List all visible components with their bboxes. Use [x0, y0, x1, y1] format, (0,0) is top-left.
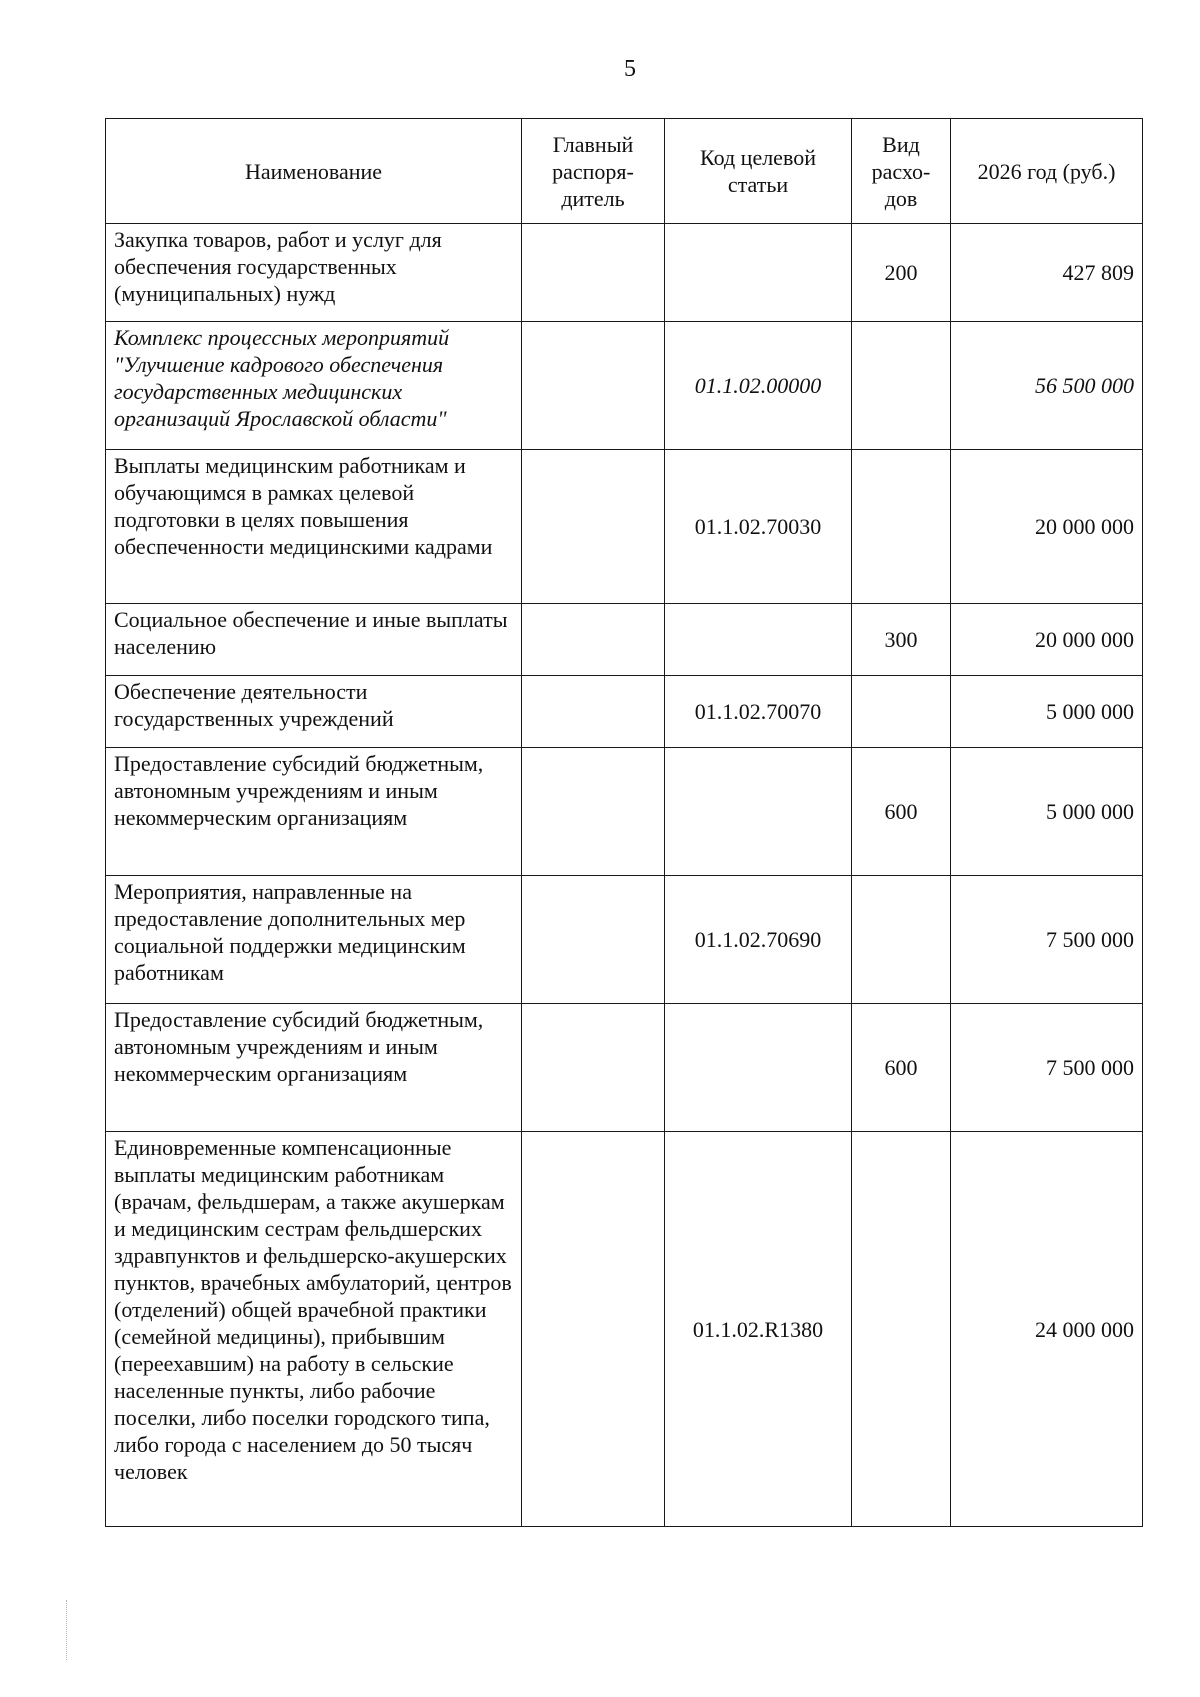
row-expense-type: 200	[852, 224, 951, 322]
row-target-code: 01.1.02.70030	[665, 450, 852, 604]
row-target-code: 01.1.02.70070	[665, 676, 852, 748]
table-header-row	[106, 119, 1143, 224]
row-amount: 7 500 000	[951, 1004, 1143, 1132]
table-row	[106, 1132, 1143, 1527]
page-number: 5	[624, 56, 636, 82]
row-target-code: 01.1.02.70690	[665, 876, 852, 1004]
table-row	[106, 1004, 1143, 1132]
row-expense-type	[852, 1132, 951, 1527]
row-amount: 7 500 000	[951, 876, 1143, 1004]
row-amount: 56 500 000	[951, 322, 1143, 450]
row-name: Социальное обеспечение и иные выплаты населению	[106, 604, 522, 676]
row-main-manager	[522, 748, 665, 876]
row-amount: 427 809	[951, 224, 1143, 322]
row-main-manager	[522, 604, 665, 676]
row-expense-type: 600	[852, 748, 951, 876]
table-row	[106, 876, 1143, 1004]
table-row	[106, 748, 1143, 876]
table-row	[106, 450, 1143, 604]
row-expense-type	[852, 322, 951, 450]
row-expense-type: 300	[852, 604, 951, 676]
row-expense-type	[852, 676, 951, 748]
row-target-code	[665, 1004, 852, 1132]
header-expense-type: Вид расхо-дов	[852, 119, 951, 224]
row-name: Мероприятия, направленные на предоставление дополнительных мер социальной поддержки медицинским работникам	[106, 876, 522, 1004]
row-name: Закупка товаров, работ и услуг для обеспечения государственных (муниципальных) нужд	[106, 224, 522, 322]
row-main-manager	[522, 224, 665, 322]
row-name: Выплаты медицинским работникам и обучающимся в рамках целевой подготовки в целях повышения обеспеченности медицинскими кадрами	[106, 450, 522, 604]
row-expense-type: 600	[852, 1004, 951, 1132]
table-row	[106, 224, 1143, 322]
table-row	[106, 676, 1143, 748]
row-target-code	[665, 604, 852, 676]
header-name: Наименование	[106, 119, 522, 224]
row-main-manager	[522, 876, 665, 1004]
row-amount: 5 000 000	[951, 676, 1143, 748]
budget-table	[105, 118, 1143, 1527]
row-main-manager	[522, 1004, 665, 1132]
row-name: Предоставление субсидий бюджетным, автономным учреждениям и иным некоммерческим организациям	[106, 1004, 522, 1132]
row-name: Комплекс процессных мероприятий "Улучшение кадрового обеспечения государственных медицинских организаций Ярославской области"	[106, 322, 522, 450]
header-amount-2026: 2026 год (руб.)	[951, 119, 1143, 224]
row-main-manager	[522, 1132, 665, 1527]
row-target-code: 01.1.02.R1380	[665, 1132, 852, 1527]
row-name: Обеспечение деятельности государственных учреждений	[106, 676, 522, 748]
row-target-code	[665, 748, 852, 876]
row-expense-type	[852, 876, 951, 1004]
row-main-manager	[522, 676, 665, 748]
row-target-code: 01.1.02.00000	[665, 322, 852, 450]
row-amount: 24 000 000	[951, 1132, 1143, 1527]
row-target-code	[665, 224, 852, 322]
header-target-code: Код целевой статьи	[665, 119, 852, 224]
header-main-manager: Главный распоря-дитель	[522, 119, 665, 224]
row-amount: 20 000 000	[951, 604, 1143, 676]
row-main-manager	[522, 322, 665, 450]
row-amount: 5 000 000	[951, 748, 1143, 876]
row-expense-type	[852, 450, 951, 604]
scan-margin-dots	[66, 1600, 69, 1660]
row-main-manager	[522, 450, 665, 604]
row-name: Предоставление субсидий бюджетным, автономным учреждениям и иным некоммерческим организациям	[106, 748, 522, 876]
row-amount: 20 000 000	[951, 450, 1143, 604]
table-row	[106, 604, 1143, 676]
table-row	[106, 322, 1143, 450]
row-name: Единовременные компенсационные выплаты медицинским работникам (врачам, фельдшерам, а также акушеркам и медицинским сестрам фельдшерских здравпунктов и фельдшерско-акушерских пунктов, врачебных амбулаторий, центров (отделений) общей врачебной практики (семейной медицины), прибывшим (переехавшим) на работу в сельские населенные пункты, либо рабочие поселки, либо поселки городского типа, либо города с населением до 50 тысяч человек	[106, 1132, 522, 1527]
